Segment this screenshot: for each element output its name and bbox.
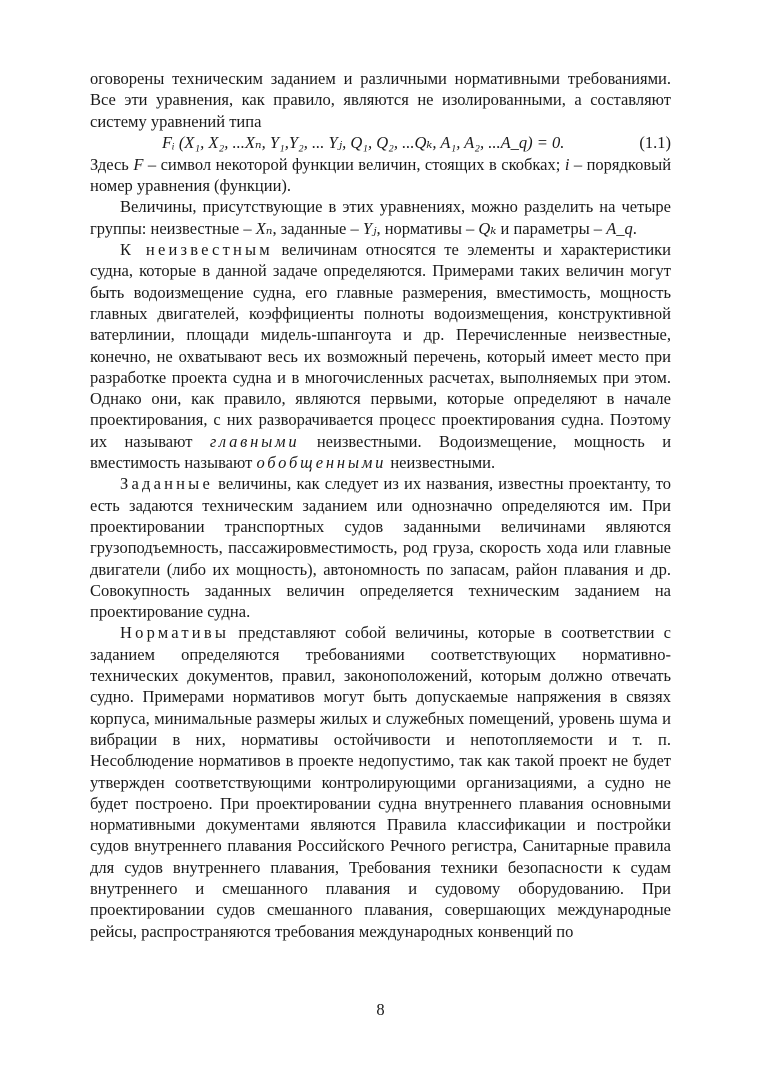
given-text: величины, как следует из их названия, известны проектанту, то есть задаются техническим заданием или однозначно определяются им. При проектировании транспортных судов заданными величинами являются грузоподъемность, пассажировместимость, род груза, скорость хода или главные двигатели (либо их мощность), автономность по запасам, район плавания и др. Совокупность заданных величин определяется техническим заданием на проектирование судна. — [90, 474, 671, 622]
paragraph-groups: Величины, присутствующие в этих уравнениях, можно разделить на четыре группы: неизвестные – Xₙ, заданные – Yⱼ, нормативы – Qₖ и параметры – A_q. — [90, 197, 671, 238]
term-generalized: обобщенными — [256, 453, 387, 473]
symbol-i: i — [564, 154, 570, 174]
groups-text-a: Величины, присутствующие в этих уравнениях, можно разделить на четыре группы: неизвестные – — [90, 197, 671, 238]
equation-1-1 — [90, 132, 671, 154]
term-given: Заданные — [120, 474, 213, 494]
symbol-Aq: A_q — [606, 218, 633, 238]
page-number: 8 — [376, 1000, 385, 1019]
symbol-Xn: Xₙ — [255, 218, 273, 238]
symbol-Yj: Yⱼ — [362, 218, 377, 238]
definition-text-c: – порядковый номер уравнения (функции). — [90, 154, 672, 196]
groups-text-d: и параметры – — [500, 218, 603, 238]
term-norms: Нормативы — [120, 623, 230, 643]
equation-number: (1.1) — [639, 132, 671, 152]
norms-text: представляют собой величины, которые в соответствии с заданием определяются требованиями соответствующих нормативно-технических документов, правил, законоположений, которым должно отвечать судно. Примерами нормативов могут быть допускаемые напряжения в связях корпуса, минимальные размеры жилых и служебных помещений, уровень шума и вибрации в них, нормативы остойчивости и непотопляемости и т. п. Несоблюдение нормативов в проекте недопустимо, так как такой проект не будет утвержден соответствующими контролирующими организациями, а судно не будет построено. При проектировании судна внутреннего плавания основными нормативными документами являются Правила классификации и постройки судов внутреннего плавания Российского Речного регистра, Санитарные правила для судов внутреннего плавания, Требования техники безопасности к судам внутреннего и смешанного плавания и судовому оборудованию. При проектировании судов смешанного плавания, совершающих международные рейсы, распространяются требования международных конвенций по — [90, 623, 672, 941]
paragraph-intro-text: оговорены техническим заданием и различными нормативными требованиями. Все эти уравнения, как правило, являются не изолированными, а составляют систему уравнений типа — [90, 69, 671, 131]
definition-text-a: Здесь — [90, 154, 129, 174]
unknowns-text-b: неизвестными. Водоизмещение, мощность и вместимость называют — [90, 431, 672, 473]
unknowns-text-c: неизвестными. — [390, 453, 496, 473]
term-unknowns: К неизвестным — [120, 240, 273, 260]
groups-text-b: , заданные – — [272, 218, 359, 238]
paragraph-norms — [90, 622, 671, 941]
paragraph-definition — [90, 154, 671, 197]
groups-text-c: , нормативы – — [376, 218, 475, 238]
definition-text-b: – символ некоторой функции величин, стоящих в скобках; — [147, 154, 561, 174]
paragraph-intro — [90, 68, 671, 132]
paragraph-given — [90, 473, 671, 622]
symbol-Qk: Qₖ — [478, 218, 497, 238]
equation-expression: Fᵢ (X₁, X₂, ...Xₙ, Y₁,Y₂, ... Yⱼ, Q₁, Q₂, ...Qₖ, A₁, A₂, ...A_q) = 0. — [162, 132, 565, 152]
symbol-F: F — [133, 154, 144, 174]
paragraph-unknowns — [90, 239, 671, 473]
unknowns-text-a: величинам относятся те элементы и характеристики судна, которые в данной задаче определяются. Примерами таких величин могут быть водоизмещение судна, его главные размерения, вместимость, мощность главных двигателей, коэффициенты полноты водоизмещения, конструктивной ватерлинии, площади мидель-шпангоута и др. Перечисленные неизвестные, конечно, не охватывают весь их возможный перечень, который имеет место при разработке проекта судна и в многочисленных расчетах, выполняемых при этом. Однако они, как правило, являются первыми, которые определяют в начале проектирования, с них разворачивается процесс проектирования судна. Поэтому их называют — [90, 240, 672, 451]
term-main: главными — [209, 431, 300, 451]
